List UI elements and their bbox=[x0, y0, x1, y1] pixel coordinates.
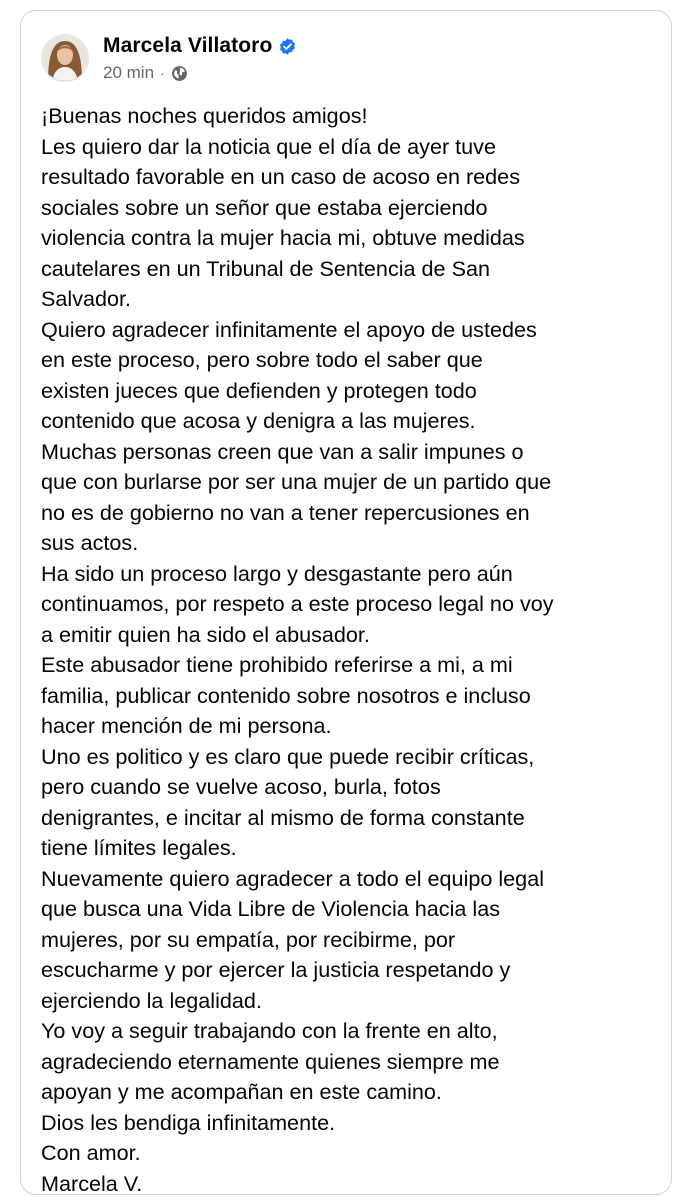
post-text bbox=[41, 101, 661, 1199]
author-name[interactable]: Marcela Villatoro bbox=[103, 34, 273, 57]
post-text-line: Uno es politico y es claro que puede recibir críticas, bbox=[41, 743, 535, 769]
post-text-line: agradeciendo eternamente quienes siempre me bbox=[41, 1048, 500, 1074]
post-text-line: a emitir quien ha sido el abusador. bbox=[41, 621, 370, 647]
post-timestamp[interactable]: 20 min bbox=[103, 63, 155, 82]
avatar[interactable] bbox=[41, 34, 89, 82]
post-text-line: Les quiero dar la noticia que el día de ayer tuve bbox=[41, 133, 496, 159]
post-text-line: ¡Buenas noches queridos amigos! bbox=[41, 103, 368, 128]
post-text-line: existen jueces que defienden y protegen todo bbox=[41, 377, 477, 403]
post-text-line: sus actos. bbox=[41, 530, 139, 555]
globe-icon[interactable] bbox=[171, 65, 188, 82]
post-meta-row bbox=[103, 63, 297, 83]
post-text-line: Salvador. bbox=[41, 286, 132, 311]
post-text-line: Ha sido un proceso largo y desgastante pero aún bbox=[41, 560, 513, 586]
post-text-line: familia, publicar contenido sobre nosotros e incluso bbox=[41, 682, 531, 708]
post-text-line: que con burlarse por ser una mujer de un partido que bbox=[41, 469, 552, 494]
post-text-line: mujeres, por su empatía, por recibirme, por bbox=[41, 926, 456, 952]
post-text-line: no es de gobierno no van a tener repercusiones en bbox=[41, 499, 530, 525]
meta-separator: · bbox=[160, 65, 165, 81]
post-text-line: violencia contra la mujer hacia mi, obtuve medidas bbox=[41, 225, 525, 250]
verified-badge-icon bbox=[278, 37, 297, 56]
post-text-line: Nuevamente quiero agradecer a todo el equipo legal bbox=[41, 865, 545, 891]
post-text-line: Con amor. bbox=[41, 1140, 141, 1165]
author-meta bbox=[103, 33, 297, 83]
post-text-line: hacer mención de mi persona. bbox=[41, 713, 332, 738]
post-header bbox=[41, 33, 297, 83]
post-text-line: contenido que acosa y denigra a las mujeres. bbox=[41, 408, 476, 433]
post-text-line: Dios les bendiga infinitamente. bbox=[41, 1109, 336, 1135]
post-text-line: Este abusador tiene prohibido referirse a mi, a mi bbox=[41, 652, 513, 677]
post-text-line: en este proceso, pero sobre todo el saber que bbox=[41, 347, 483, 372]
name-row bbox=[103, 33, 297, 59]
post-text-line: cautelares en un Tribunal de Sentencia de San bbox=[41, 255, 490, 281]
post-text-line: Quiero agradecer infinitamente el apoyo de ustedes bbox=[41, 316, 537, 342]
post-card bbox=[20, 10, 672, 1195]
post-text-line: denigrantes, e incitar al mismo de forma constante bbox=[41, 804, 525, 830]
post-text-line: Yo voy a seguir trabajando con la frente en alto, bbox=[41, 1018, 498, 1043]
post-text-line: ejerciendo la legalidad. bbox=[41, 987, 262, 1013]
post-text-line: tiene límites legales. bbox=[41, 835, 237, 860]
post-text-line: resultado favorable en un caso de acoso en redes bbox=[41, 164, 520, 189]
post-text-line: que busca una Vida Libre de Violencia hacia las bbox=[41, 896, 501, 921]
post-text-line: pero cuando se vuelve acoso, burla, fotos bbox=[41, 774, 441, 799]
post-text-line: sociales sobre un señor que estaba ejerciendo bbox=[41, 194, 488, 220]
post-text-line: escucharme y por ejercer la justicia respetando y bbox=[41, 957, 511, 982]
post-text-line: apoyan y me acompañan en este camino. bbox=[41, 1079, 442, 1104]
post-text-line: Muchas personas creen que van a salir impunes o bbox=[41, 438, 524, 464]
post-text-line: Marcela V. bbox=[41, 1170, 143, 1196]
post-text-line: continuamos, por respeto a este proceso legal no voy bbox=[41, 591, 554, 616]
